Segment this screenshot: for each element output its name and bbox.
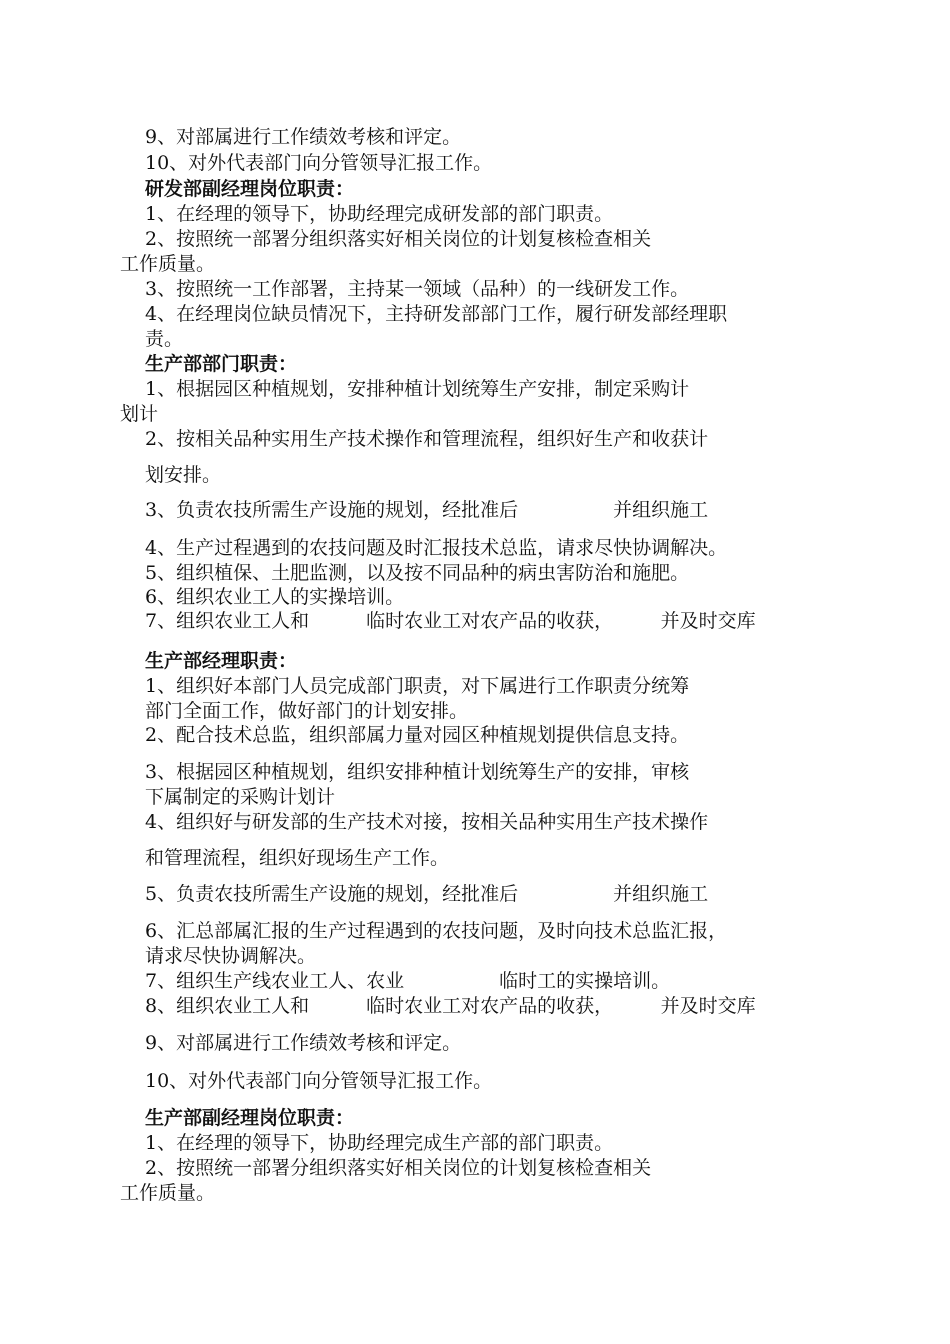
section-heading: 生产部副经理岗位职责： (145, 1107, 355, 1129)
text-line: 1、在经理的领导下，协助经理完成生产部的部门职责。 (145, 1132, 614, 1154)
section-heading: 研发部副经理岗位职责： (145, 178, 355, 200)
text-line: 5、负责农技所需生产设施的规划，经批准后 并组织施工 (145, 883, 709, 905)
text-line: 6、汇总部属汇报的生产过程遇到的农技问题，及时向技术总监汇报， (145, 920, 728, 942)
text-line: 部门全面工作，做好部门的计划安排。 (145, 700, 469, 722)
text-line: 划计 (120, 403, 159, 425)
text-line: 3、负责农技所需生产设施的规划，经批准后 并组织施工 (145, 499, 709, 521)
text-line: 9、对部属进行工作绩效考核和评定。 (145, 126, 462, 148)
text-line: 请求尽快协调解决。 (145, 945, 317, 967)
text-line: 1、根据园区种植规划，安排种植计划统筹生产安排，制定采购计 (145, 378, 690, 400)
text-line: 划安排。 (145, 464, 222, 486)
text-line: 4、组织好与研发部的生产技术对接，按相关品种实用生产技术操作 (145, 811, 709, 833)
text-line: 6、组织农业工人的实操培训。 (145, 586, 405, 608)
text-line: 10、对外代表部门向分管领导汇报工作。 (145, 1070, 493, 1092)
text-line: 下属制定的采购计划计 (145, 786, 336, 808)
text-line: 8、组织农业工人和 临时农业工对农产品的收获， 并及时交库 (145, 995, 756, 1017)
text-line: 2、按相关品种实用生产技术操作和管理流程，组织好生产和收获计 (145, 428, 709, 450)
text-line: 10、对外代表部门向分管领导汇报工作。 (145, 152, 493, 174)
section-heading: 生产部部门职责： (145, 353, 298, 375)
text-line: 4、生产过程遇到的农技问题及时汇报技术总监，请求尽快协调解决。 (145, 537, 728, 559)
text-line: 1、组织好本部门人员完成部门职责，对下属进行工作职责分统筹 (145, 675, 690, 697)
text-line: 1、在经理的领导下，协助经理完成研发部的部门职责。 (145, 203, 614, 225)
text-line: 责。 (145, 328, 184, 350)
text-line: 4、在经理岗位缺员情况下，主持研发部部门工作，履行研发部经理职 (145, 303, 728, 325)
text-line: 和管理流程，组织好现场生产工作。 (145, 847, 450, 869)
text-line: 工作质量。 (120, 1182, 216, 1204)
text-line: 7、组织生产线农业工人、农业 临时工的实操培训。 (145, 970, 671, 992)
text-line: 2、按照统一部署分组织落实好相关岗位的计划复核检查相关 (145, 1157, 652, 1179)
text-line: 2、按照统一部署分组织落实好相关岗位的计划复核检查相关 (145, 228, 652, 250)
text-line: 9、对部属进行工作绩效考核和评定。 (145, 1032, 462, 1054)
text-line: 工作质量。 (120, 253, 216, 275)
text-line: 5、组织植保、土肥监测，以及按不同品种的病虫害防治和施肥。 (145, 562, 690, 584)
text-line: 3、根据园区种植规划，组织安排种植计划统筹生产的安排，审核 (145, 761, 690, 783)
text-line: 7、组织农业工人和 临时农业工对农产品的收获， 并及时交库 (145, 610, 756, 632)
text-line: 3、按照统一工作部署，主持某一领域（品种）的一线研发工作。 (145, 278, 690, 300)
text-line: 2、配合技术总监，组织部属力量对园区种植规划提供信息支持。 (145, 724, 690, 746)
section-heading: 生产部经理职责： (145, 650, 298, 672)
